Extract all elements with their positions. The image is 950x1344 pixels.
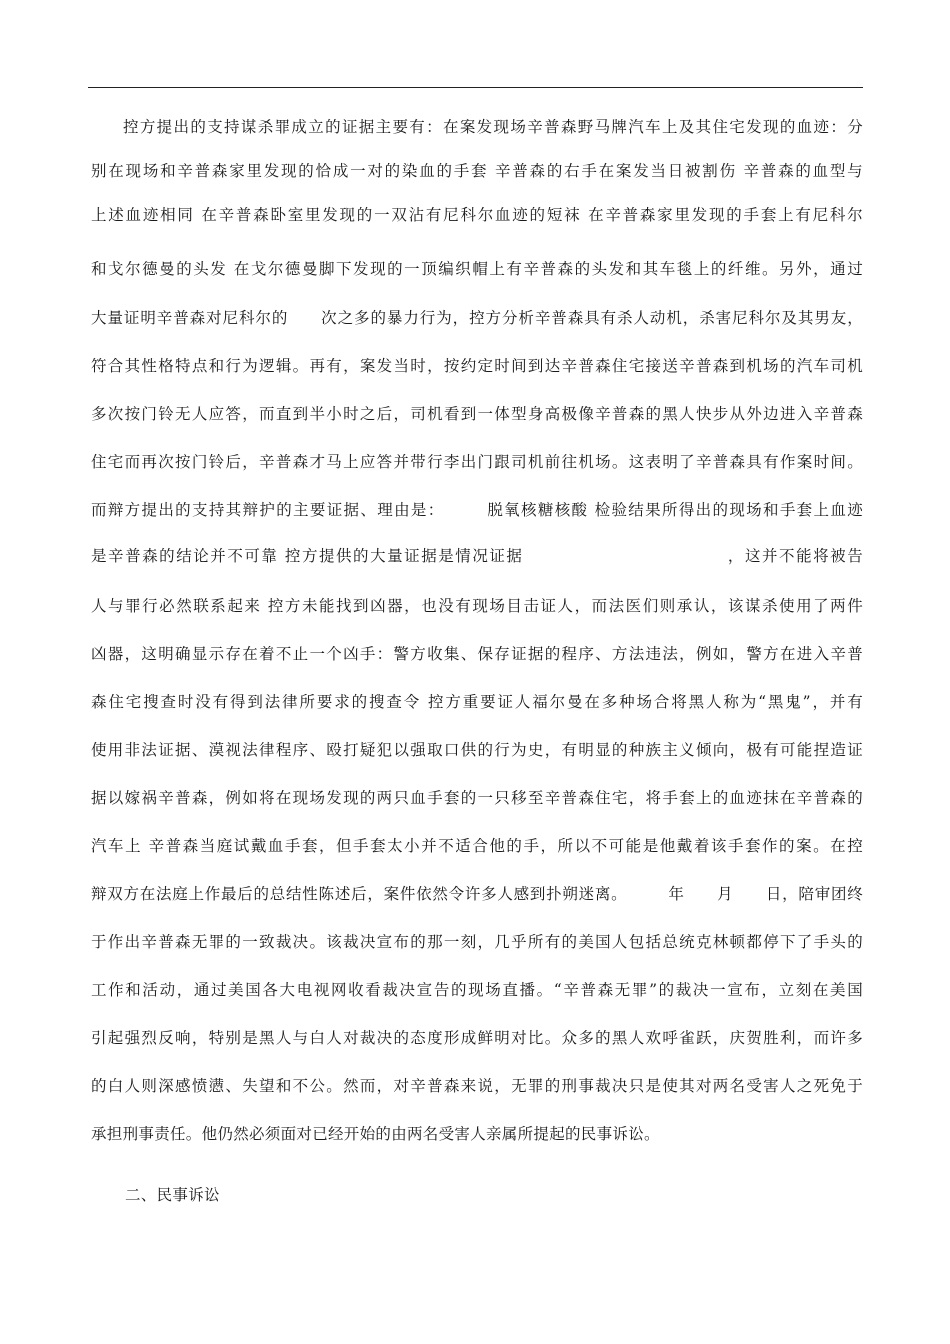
text-line: 引起强烈反响，特别是黑人与白人对裁决的态度形成鲜明对比。众多的黑人欢呼雀跃，庆贺胜利，而许多 [91,1029,863,1047]
text-line: 于作出辛普森无罪的一致裁决。该裁决宣布的那一刻，几乎所有的美国人包括总统克林顿都停下了手头的 [91,933,863,951]
text-line: 的白人则深感愤懑、失望和不公。然而，对辛普森来说，无罪的刑事裁决只是使其对两名受害人之死免于 [91,1077,863,1095]
text-line: 据以嫁祸辛普森，例如将在现场发现的两只血手套的一只移至辛普森住宅，将手套上的血迹抹在辛普森的 [91,789,863,807]
text-line: 控方提出的支持谋杀罪成立的证据主要有：在案发现场辛普森野马牌汽车上及其住宅发现的血迹：分 [123,118,863,136]
text-line: 森住宅搜查时没有得到法律所要求的搜查令 控方重要证人福尔曼在多种场合将黑人称为“黑鬼”，并有 [91,693,863,711]
text-line: 大量证明辛普森对尼科尔的 次之多的暴力行为，控方分析辛普森具有杀人动机，杀害尼科尔及其男友， [91,309,863,327]
text-line: 工作和活动，通过美国各大电视网收看裁决宣告的现场直播。“辛普森无罪”的裁决一宣布，立刻在美国 [91,981,863,999]
section-heading: 二、民事诉讼 [125,1186,220,1204]
text-line: 住宅而再次按门铃后，辛普森才马上应答并带行李出门跟司机前往机场。这表明了辛普森具有作案时间。 [91,453,863,471]
text-line: 是辛普森的结论并不可靠 控方提供的大量证据是情况证据 ，这并不能将被告 [91,547,863,565]
header-rule [88,87,863,88]
text-line: 而辩方提出的支持其辩护的主要证据、理由是： 脱氧核糖核酸 检验结果所得出的现场和手套上血迹 [91,501,863,519]
text-line: 使用非法证据、漠视法律程序、殴打疑犯以强取口供的行为史，有明显的种族主义倾向，极有可能捏造证 [91,741,863,759]
text-line: 别在现场和辛普森家里发现的恰成一对的染血的手套 辛普森的右手在案发当日被割伤 辛普森的血型与 [91,162,863,180]
text-line: 承担刑事责任。他仍然必须面对已经开始的由两名受害人亲属所提起的民事诉讼。 [91,1125,660,1143]
text-line: 符合其性格特点和行为逻辑。再有，案发当时，按约定时间到达辛普森住宅接送辛普森到机场的汽车司机 [91,357,863,375]
text-line: 多次按门铃无人应答，而直到半小时之后，司机看到一体型身高极像辛普森的黑人快步从外边进入辛普森 [91,405,863,423]
text-line: 汽车上 辛普森当庭试戴血手套，但手套太小并不适合他的手，所以不可能是他戴着该手套作的案。在控 [91,837,863,855]
text-line: 凶器，这明确显示存在着不止一个凶手：警方收集、保存证据的程序、方法违法，例如，警方在进入辛普 [91,645,863,663]
text-line: 上述血迹相同 在辛普森卧室里发现的一双沾有尼科尔血迹的短袜 在辛普森家里发现的手套上有尼科尔 [91,206,863,224]
text-line: 辩双方在法庭上作最后的总结性陈述后，案件依然令许多人感到扑朔迷离。 年 月 日，陪审团终 [91,885,863,903]
text-line: 和戈尔德曼的头发 在戈尔德曼脚下发现的一顶编织帽上有辛普森的头发和其车毯上的纤维。另外，通过 [91,260,863,278]
text-line: 人与罪行必然联系起来 控方未能找到凶器，也没有现场目击证人，而法医们则承认，该谋杀使用了两件 [91,597,863,615]
